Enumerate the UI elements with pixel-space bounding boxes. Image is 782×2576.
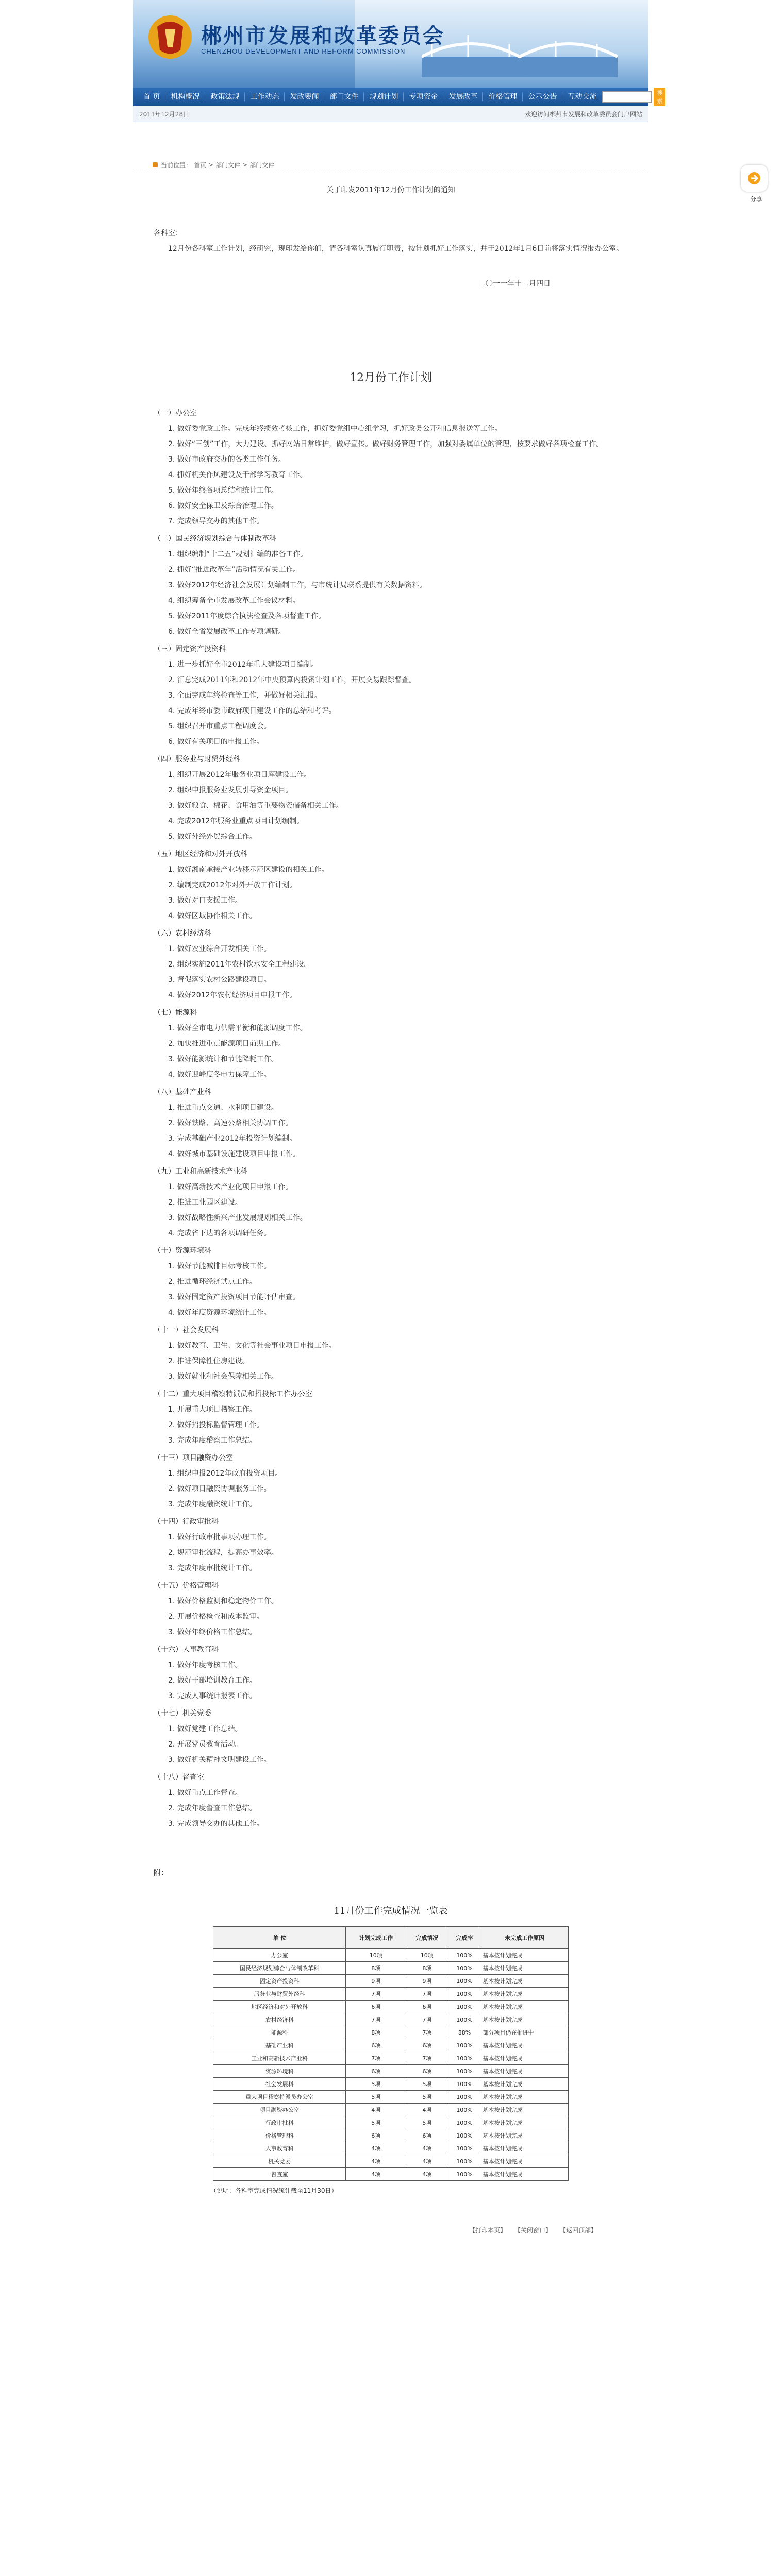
table-cell: 国民经济规划综合与体制改革科 [213,1962,346,1975]
table-cell: 100% [448,2065,481,2078]
col-header: 完成率 [448,1927,481,1949]
table-cell: 办公室 [213,1949,346,1962]
table-cell: 能源科 [213,2026,346,2039]
plan-item: 2. 推进保障性住房建设。 [168,1357,249,1365]
plan-section-heading: （四）服务业与财贸外经科 [154,755,240,764]
col-header: 单 位 [213,1927,346,1949]
plan-item: 2. 做好项目融资协调服务工作。 [168,1485,271,1493]
article-content [133,173,648,2234]
table-cell: 部分项目仍在推进中 [481,2026,568,2039]
share-label: 分享 [750,196,762,203]
table-cell: 100% [448,1988,481,2001]
plan-section-heading: （十八）督查室 [154,1773,204,1782]
plan-section-heading: （十六）人事教育科 [154,1646,219,1654]
table-cell: 基本按计划完成 [481,2039,568,2052]
plan-item: 2. 做好招投标监督管理工作。 [168,1421,264,1429]
table-row [213,2155,569,2168]
plan-item: 1. 做好委党政工作。完成年终绩效考核工作，抓好委党组中心组学习，抓好政务公开和信息报送等工作。 [168,425,502,433]
table-cell: 4项 [406,2104,448,2116]
breadcrumb-label: 当前位置： [161,161,192,169]
plan-item: 1. 组织开展2012年服务业项目库建设工作。 [168,771,311,779]
plan-item: 3. 完成年度稽察工作总结。 [168,1436,257,1445]
table-cell: 7项 [346,2052,406,2065]
table-cell: 10项 [406,1949,448,1962]
table-cell: 100% [448,2142,481,2155]
table-cell: 固定资产投资科 [213,1975,346,1988]
table-cell: 9项 [346,1975,406,1988]
welcome-text: 欢迎访问郴州市发展和改革委员会门户网站 [524,110,642,118]
plan-item: 1. 进一步抓好全市2012年重大建设项目编制。 [168,660,319,669]
nav-item-interact[interactable]: 互动交流 [562,92,602,101]
table-cell: 5项 [406,2091,448,2104]
table-cell: 7项 [346,1988,406,2001]
plan-item: 3. 督促落实农村公路建设项目。 [168,976,271,984]
table-row [213,2104,569,2116]
plan-item: 4. 完成年终市委市政府项目建设工作的总结和考评。 [168,707,336,715]
close-window-button[interactable]: 【关闭窗口】 [514,2227,552,2234]
plan-item: 5. 组织召开市重点工程调度会。 [168,722,271,731]
main-nav [133,88,663,106]
table-cell: 5项 [346,2116,406,2129]
plan-section-heading: （十二）重大项目稽察特派员和招投标工作办公室 [154,1390,312,1398]
table-cell: 7项 [346,2013,406,2026]
table-cell: 7项 [406,2052,448,2065]
signature-date: 二〇一一年十二月四日 [478,280,551,288]
table-row [213,2013,569,2026]
table-cell: 4项 [406,2155,448,2168]
plan-item: 2. 抓好“推进改革年”活动情况有关工作。 [168,566,301,574]
table-row [213,2039,569,2052]
table-cell: 人事教育科 [213,2142,346,2155]
table-cell: 88% [448,2026,481,2039]
plan-section-heading: （八）基础产业科 [154,1088,211,1096]
plan-item: 2. 完成年度督查工作总结。 [168,1804,257,1812]
plan-section-heading: （十七）机关党委 [154,1709,211,1718]
plan-item: 3. 完成年度审批统计工作。 [168,1564,257,1572]
table-cell: 4项 [406,2168,448,2181]
plan-sections [154,405,628,1832]
plan-item: 1. 做好农业综合开发相关工作。 [168,945,271,953]
table-cell: 8项 [346,2026,406,2039]
plan-item: 3. 做好战略性新兴产业发展规划相关工作。 [168,1214,307,1222]
table-cell: 100% [448,2155,481,2168]
table-row [213,2065,569,2078]
breadcrumb-current[interactable]: 部门文件 [249,161,275,169]
plan-item: 1. 组织编制“十二五”规划汇编的准备工作。 [168,550,308,558]
breadcrumb-sep: > [208,161,214,168]
table-row [213,2026,569,2039]
back-to-top-button[interactable]: 【返回顶部】 [559,2227,597,2234]
plan-item: 1. 做好党建工作总结。 [168,1725,242,1733]
table-cell: 100% [448,2001,481,2013]
plan-item: 3. 完成年度融资统计工作。 [168,1500,257,1509]
table-cell: 基本按计划完成 [481,2065,568,2078]
plan-item: 3. 做好对口支援工作。 [168,896,242,905]
side-share-widget[interactable] [741,165,772,227]
table-cell: 基本按计划完成 [481,2155,568,2168]
table-cell: 5项 [346,2078,406,2091]
table-row [213,2091,569,2104]
plan-item: 3. 做好固定资产投资项目节能评估审查。 [168,1293,300,1301]
nav-item-home[interactable]: 首 页 [138,92,165,101]
plan-section-heading: （五）地区经济和对外开放科 [154,850,247,858]
table-cell: 地区经济和对外开放科 [213,2001,346,2013]
plan-section-heading: （十四）行政审批科 [154,1518,219,1526]
table-cell: 6项 [346,2001,406,2013]
plan-item: 4. 做好迎峰度冬电力保障工作。 [168,1071,271,1079]
table-cell: 基本按计划完成 [481,2001,568,2013]
page-wrapper [133,0,663,2234]
breadcrumb-home[interactable]: 首页 [194,161,207,169]
plan-item: 1. 做好价格监测和稳定物价工作。 [168,1597,278,1605]
table-cell: 100% [448,2168,481,2181]
plan-section-heading: （六）农村经济科 [154,929,211,938]
table-cell: 基本按计划完成 [481,1962,568,1975]
plan-item: 3. 做好能源统计和节能降耗工作。 [168,1055,278,1063]
table-cell: 基本按计划完成 [481,2013,568,2026]
plan-item: 1. 做好教育、卫生、文化等社会事业项目申报工作。 [168,1342,336,1350]
plan-section-heading: （二）国民经济规划综合与体制改革科 [154,535,276,543]
table-cell: 基本按计划完成 [481,2052,568,2065]
plan-item: 1. 做好高新技术产业化项目申报工作。 [168,1183,293,1191]
nav-item-docs[interactable]: 部门文件 [324,92,364,101]
plan-item: 3. 做好就业和社会保障相关工作。 [168,1372,278,1381]
plan-item: 3. 做好粮食、棉花、食用油等重要物资储备相关工作。 [168,802,343,810]
table-cell: 基本按计划完成 [481,1949,568,1962]
plan-item: 2. 开展价格检查和成本监审。 [168,1613,264,1621]
site-title: 郴州市发展和改革委员会 [201,24,445,48]
plan-item: 2. 做好铁路、高速公路相关协调工作。 [168,1119,293,1127]
plan-item: 4. 做好年度资源环境统计工作。 [168,1309,271,1317]
table-cell: 行政审批科 [213,2116,346,2129]
nav-item-funds[interactable]: 专项资金 [404,92,443,101]
plan-item: 2. 规范审批流程，提高办事效率。 [168,1549,278,1557]
plan-item: 3. 完成人事统计报表工作。 [168,1692,257,1700]
plan-section-heading: （十三）项目融资办公室 [154,1454,233,1462]
plan-item: 4. 做好2012年农村经济项目申报工作。 [168,991,297,999]
table-row [213,2142,569,2155]
table-cell: 基础产业科 [213,2039,346,2052]
plan-item: 3. 全面完成年终检查等工作，并做好相关汇报。 [168,691,322,700]
plan-item: 3. 完成领导交办的其他工作。 [168,1820,264,1828]
plan-item: 5. 做好外经外贸综合工作。 [168,833,257,841]
site-header [133,0,648,88]
plan-item: 4. 完成省下达的各项调研任务。 [168,1229,271,1238]
table-cell: 6项 [406,2001,448,2013]
table-cell: 100% [448,2091,481,2104]
table-cell: 4项 [346,2155,406,2168]
table-row [213,2052,569,2065]
table-cell: 基本按计划完成 [481,2129,568,2142]
table-row [213,1949,569,1962]
table-cell: 6项 [406,2039,448,2052]
plan-item: 3. 做好市政府交办的各类工作任务。 [168,455,286,464]
table-row [213,1962,569,1975]
plan-section-heading: （十）资源环境科 [154,1247,211,1255]
table-cell: 工业和高新技术产业科 [213,2052,346,2065]
plan-item: 2. 推进循环经济试点工作。 [168,1278,257,1286]
table-cell: 10项 [346,1949,406,1962]
table-cell: 基本按计划完成 [481,2104,568,2116]
table-cell: 100% [448,1962,481,1975]
plan-item: 1. 开展重大项目稽察工作。 [168,1405,257,1414]
table-cell: 100% [448,1975,481,1988]
table-cell: 9项 [406,1975,448,1988]
nav-item-policy[interactable]: 政策法规 [205,92,245,101]
table-cell: 7项 [406,2026,448,2039]
table-header-row [213,1927,569,1949]
plan-item: 4. 抓好机关作风建设及干部学习教育工作。 [168,471,307,479]
plan-item: 1. 做好节能减排目标考核工作。 [168,1262,271,1270]
plan-item: 6. 做好全省发展改革工作专项调研。 [168,628,286,636]
table-row [213,2168,569,2181]
table-cell: 重大项目稽察特派员办公室 [213,2091,346,2104]
plan-item: 4. 做好区域协作相关工作。 [168,912,257,920]
plan-item: 2. 汇总完成2011年和2012年中央预算内投资计划工作，开展交易跟踪督查。 [168,676,417,684]
plan-item: 4. 完成2012年服务业重点项目计划编制。 [168,817,304,825]
table-cell: 8项 [346,1962,406,1975]
table-cell: 6项 [346,2129,406,2142]
plan-item: 4. 组织筹备全市发展改革工作会议材料。 [168,597,300,605]
table-cell: 社会发展科 [213,2078,346,2091]
plan-section-heading: （十五）价格管理科 [154,1582,219,1590]
site-subtitle: CHENZHOU DEVELOPMENT AND REFORM COMMISSION [201,47,406,55]
table-cell: 基本按计划完成 [481,2116,568,2129]
plan-item: 2. 开展党员教育活动。 [168,1740,242,1749]
table-row [213,1975,569,1988]
plan-item: 2. 做好干部培训教育工作。 [168,1676,257,1685]
plan-title: 12月份工作计划 [350,371,432,384]
table-cell: 100% [448,2129,481,2142]
table-cell: 7项 [406,1988,448,2001]
page-toolbar [154,2195,628,2234]
plan-item: 1. 做好全市电力供需平衡和能源调度工作。 [168,1024,307,1032]
col-header: 完成情况 [406,1927,448,1949]
plan-item: 7. 完成领导交办的其他工作。 [168,517,264,526]
plan-item: 3. 做好年终价格工作总结。 [168,1628,257,1636]
location-icon [153,162,158,167]
article-body: 12月份各科室工作计划，经研究，现印发给你们，请各科室认真履行职责，按计划抓好工作落实，并于2012年1月6日前将落实情况报办公室。 [168,245,624,253]
table-cell: 6项 [406,2129,448,2142]
table-cell: 基本按计划完成 [481,1988,568,2001]
col-header: 未完成工作原因 [481,1927,568,1949]
plan-section-heading: （十一）社会发展科 [154,1326,219,1334]
summary-table [213,1926,569,2181]
table-cell: 农村经济科 [213,2013,346,2026]
plan-section-heading: （三）固定资产投资科 [154,645,226,653]
plan-item: 6. 做好安全保卫及综合治理工作。 [168,502,278,510]
plan-item: 1. 做好年度考核工作。 [168,1661,242,1669]
plan-item: 6. 做好有关项目的申报工作。 [168,738,264,746]
plan-item: 2. 加快推进重点能源项目前期工作。 [168,1040,286,1048]
date-text: 2011年12月28日 [139,110,190,118]
table-cell: 项目融资办公室 [213,2104,346,2116]
table-cell: 4项 [346,2142,406,2155]
table-cell: 6项 [406,2065,448,2078]
plan-item: 2. 编制完成2012年对外开放工作计划。 [168,881,297,889]
table-cell: 100% [448,2104,481,2116]
table-row [213,2116,569,2129]
table-cell: 4项 [406,2142,448,2155]
plan-section-heading: （七）能源科 [154,1009,197,1017]
table-cell: 4项 [346,2104,406,2116]
nav-item-news[interactable]: 发改要闻 [285,92,324,101]
table-cell: 100% [448,2039,481,2052]
table-cell: 100% [448,1949,481,1962]
print-button[interactable]: 【打印本页】 [469,2227,506,2234]
plan-item: 5. 做好年终各项总结和统计工作。 [168,486,278,495]
plan-item: 2. 组织申报服务业发展引导资金项目。 [168,786,293,794]
plan-item: 3. 完成基础产业2012年投资计划编制。 [168,1134,297,1143]
table-cell: 7项 [406,2013,448,2026]
nav-item-price[interactable]: 价格管理 [483,92,523,101]
table-cell: 100% [448,2013,481,2026]
greeting: 各科室： [154,229,182,238]
table-cell: 100% [448,2052,481,2065]
breadcrumb-section[interactable]: 部门文件 [215,161,241,169]
table-cell: 5项 [406,2116,448,2129]
table-cell: 基本按计划完成 [481,2091,568,2104]
table-cell: 6项 [346,2065,406,2078]
plan-section-heading: （一）办公室 [154,409,197,417]
nav-item-about[interactable]: 机构概况 [165,92,205,101]
plan-item: 4. 做好城市基础设施建设项目申报工作。 [168,1150,300,1158]
plan-section-heading: （九）工业和高新技术产业科 [154,1167,247,1176]
search-box [602,88,670,106]
table-cell: 8项 [406,1962,448,1975]
table-cell: 基本按计划完成 [481,1975,568,1988]
table-title: 11月份工作完成情况一览表 [334,1906,448,1917]
plan-item: 1. 做好湘南承接产业转移示范区建设的相关工作。 [168,866,329,874]
plan-item: 1. 组织申报2012年政府投资项目。 [168,1469,282,1478]
article-title: 关于印发2011年12月份工作计划的通知 [326,186,455,194]
breadcrumb [133,157,648,173]
table-cell: 6项 [346,2039,406,2052]
info-bar [133,106,648,122]
table-cell: 5项 [406,2078,448,2091]
nav-item-plan[interactable]: 规划计划 [364,92,404,101]
table-cell: 100% [448,2078,481,2091]
nav-item-notice[interactable]: 公示公告 [523,92,562,101]
commission-logo-icon [144,11,196,68]
nav-item-work[interactable]: 工作动态 [245,92,285,101]
search-button[interactable]: 搜索 [654,88,665,106]
plan-item: 5. 做好2011年度综合执法检查及各项督查工作。 [168,612,326,620]
plan-item: 1. 做好重点工作督查。 [168,1789,242,1797]
plan-item: 3. 做好机关精神文明建设工作。 [168,1756,271,1764]
table-cell: 100% [448,2116,481,2129]
table-cell: 机关党委 [213,2155,346,2168]
plan-item: 1. 推进重点交通、水利项目建设。 [168,1104,278,1112]
bridge-illustration [422,21,618,77]
table-cell: 5项 [346,2091,406,2104]
table-row [213,1988,569,2001]
search-input[interactable] [602,91,652,103]
plan-item: 3. 做好2012年经济社会发展计划编制工作，与市统计局联系提供有关数据资料。 [168,581,427,589]
plan-item: 2. 推进工业园区建设。 [168,1198,242,1207]
attachment-label: 附： [154,1869,168,1877]
nav-item-reform[interactable]: 发展改革 [443,92,483,101]
breadcrumb-sep: > [242,161,248,168]
table-cell: 督查室 [213,2168,346,2181]
table-cell: 基本按计划完成 [481,2168,568,2181]
table-cell: 4项 [346,2168,406,2181]
table-row [213,2001,569,2013]
table-cell: 资源环境科 [213,2065,346,2078]
plan-item: 2. 组织实施2011年农村饮水安全工程建设。 [168,960,311,969]
table-row [213,2078,569,2091]
table-cell: 基本按计划完成 [481,2078,568,2091]
plan-item: 1. 做好行政审批事项办理工作。 [168,1533,271,1541]
col-header: 计划完成工作 [346,1927,406,1949]
table-note: （说明：各科室完成情况统计截至11月30日） [210,2187,338,2194]
table-cell: 服务业与财贸外经科 [213,1988,346,2001]
plan-item: 2. 做好“三创”工作，大力建设、抓好网站日常维护，做好宣传。做好财务管理工作，加强对委属单位的管理，按要求做好各项检查工作。 [168,440,604,448]
table-cell: 价格管理科 [213,2129,346,2142]
share-icon[interactable] [741,165,768,192]
table-row [213,2129,569,2142]
table-cell: 基本按计划完成 [481,2142,568,2155]
